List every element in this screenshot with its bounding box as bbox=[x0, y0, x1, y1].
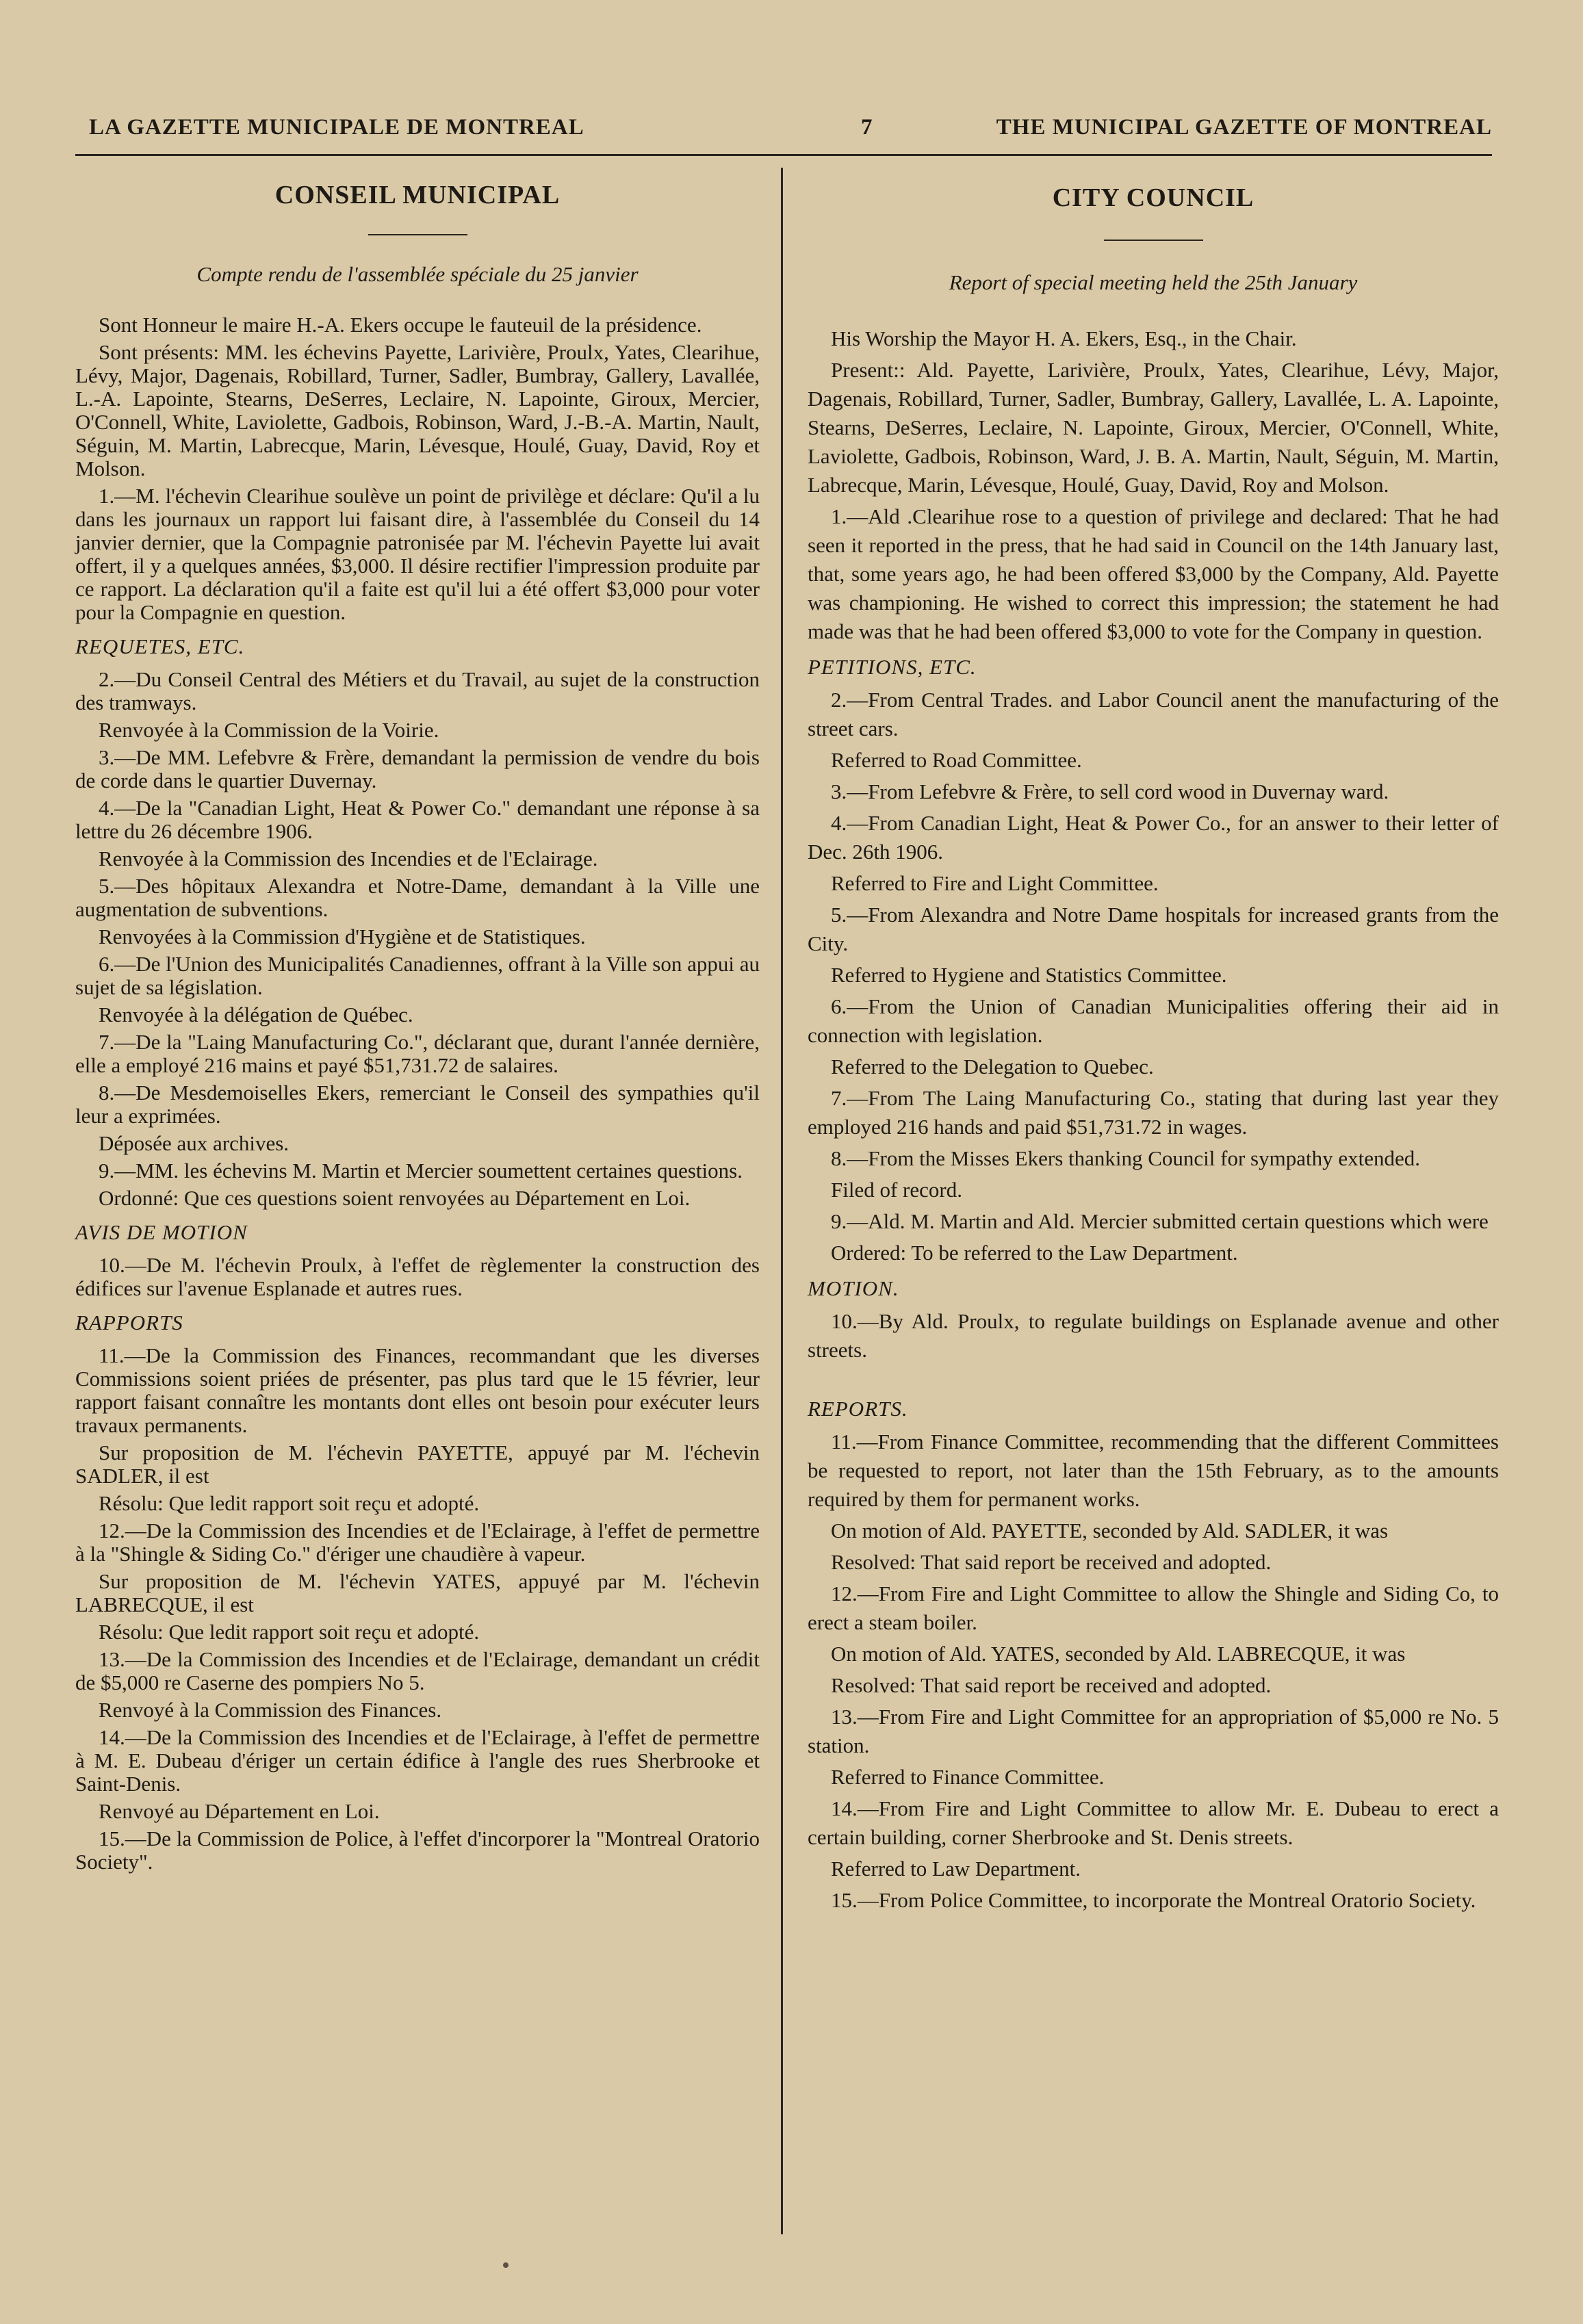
paragraph: 2.—From Central Trades. and Labor Council anent the manufacturing of the street cars. bbox=[808, 688, 1499, 740]
paragraph: Renvoyée à la délégation de Québec. bbox=[99, 1003, 413, 1027]
french-subtitle: Compte rendu de l'assemblée spéciale du 25 janvier bbox=[196, 262, 639, 286]
paragraph: 14.—De la Commission des Incendies et de l'Eclairage, à l'effet de permettre à M. E. Dubeau d'ériger un certain édifice à l'angle des rues Sherbrooke et Saint-Denis. bbox=[75, 1725, 760, 1796]
paragraph: Renvoyée à la Commission de la Voirie. bbox=[99, 718, 439, 742]
paragraph: 9.—MM. les échevins M. Martin et Mercier soumettent certaines questions. bbox=[99, 1159, 743, 1183]
paragraph: Renvoyé à la Commission des Finances. bbox=[99, 1698, 442, 1722]
printer-mark bbox=[503, 2262, 509, 2268]
paragraph: 6.—De l'Union des Municipalités Canadiennes, offrant à la Ville son appui au sujet de sa législation. bbox=[75, 952, 760, 999]
paragraph: 13.—De la Commission des Incendies et de l'Eclairage, demandant un crédit de $5,000 re Caserne des pompiers No 5. bbox=[75, 1647, 760, 1694]
paragraph: Résolu: Que ledit rapport soit reçu et adopté. bbox=[99, 1491, 480, 1515]
spacer bbox=[808, 1367, 1499, 1388]
paragraph: Resolved: That said report be received and adopted. bbox=[831, 1673, 1272, 1697]
paragraph: 11.—From Finance Committee, recommending that the different Committees be requested to report, not later than the 15th February, as to the amounts required by them for permanent works. bbox=[808, 1430, 1499, 1511]
paragraph: 13.—From Fire and Light Committee for an appropriation of $5,000 re No. 5 station. bbox=[808, 1705, 1499, 1757]
column-divider bbox=[781, 168, 783, 2234]
paragraph: 12.—From Fire and Light Committee to allow the Shingle and Siding Co, to erect a steam boiler. bbox=[808, 1581, 1499, 1634]
paragraph: Sur proposition de M. l'échevin PAYETTE, appuyé par M. l'échevin SADLER, il est bbox=[75, 1441, 760, 1488]
paragraph: 14.—From Fire and Light Committee to allow Mr. E. Dubeau to erect a certain building, corner Sherbrooke and St. Denis streets. bbox=[808, 1796, 1499, 1849]
paragraph: 9.—Ald. M. Martin and Ald. Mercier submitted certain questions which were bbox=[831, 1209, 1489, 1233]
page-header bbox=[89, 103, 1492, 151]
paragraph: On motion of Ald. PAYETTE, seconded by Ald. SADLER, it was bbox=[831, 1519, 1389, 1542]
paragraph: Renvoyées à la Commission d'Hygiène et de Statistiques. bbox=[99, 925, 586, 948]
paragraph: 2.—Du Conseil Central des Métiers et du Travail, au sujet de la construction des tramways. bbox=[75, 667, 760, 714]
paragraph: 7.—From The Laing Manufacturing Co., stating that during last year they employed 216 hands and paid $51,731.72 in wages. bbox=[808, 1086, 1499, 1139]
section-heading: PETITIONS, ETC. bbox=[808, 655, 977, 679]
paragraph: 1.—Ald .Clearihue rose to a question of privilege and declared: That he had seen it reported in the press, that he had said in Council on the 14th January last, that, some years ago, he had been offered $3,000 by the Company, Ald. Payette was championing. He wished to correct this impression; the statement he had made was that he had been offered $3,000 to vote for the Company in question. bbox=[808, 504, 1499, 643]
english-subtitle: Report of special meeting held the 25th January bbox=[949, 270, 1358, 294]
section-heading: MOTION. bbox=[808, 1276, 899, 1300]
section-heading: AVIS DE MOTION bbox=[75, 1220, 248, 1244]
paragraph: 1.—M. l'échevin Clearihue soulève un point de privilège et déclare: Qu'il a lu dans les journaux un rapport lui faisant dire, à l'assemblée du Conseil du 14 janvier dernier, que la Compagnie patronisée par M. l'échevin Payette lui avait offert, il y a quelques années, $3,000. Il désire rectifier l'impression produite par ce rapport. La déclaration qu'il a faite est qu'il lui a été offert $3,000 pour voter pour la Compagnie en question. bbox=[75, 484, 760, 624]
paragraph: Referred to Law Department. bbox=[831, 1857, 1081, 1881]
header-english-title: THE MUNICIPAL GAZETTE OF MONTREAL bbox=[996, 115, 1492, 140]
paragraph: 15.—De la Commission de Police, à l'effet d'incorporer la "Montreal Oratorio Society". bbox=[75, 1826, 760, 1874]
section-heading: RAPPORTS bbox=[75, 1311, 183, 1334]
paragraph: Ordonné: Que ces questions soient renvoyées au Département en Loi. bbox=[99, 1186, 691, 1210]
paragraph: Filed of record. bbox=[831, 1178, 962, 1202]
paragraph: Déposée aux archives. bbox=[99, 1131, 289, 1155]
page-number: 7 bbox=[861, 115, 873, 140]
section-heading: REQUETES, ETC. bbox=[75, 634, 245, 658]
paragraph: 10.—By Ald. Proulx, to regulate buildings on Esplanade avenue and other streets. bbox=[808, 1309, 1499, 1362]
paragraph: 3.—De MM. Lefebvre & Frère, demandant la permission de vendre du bois de corde dans le quartier Duvernay. bbox=[75, 745, 760, 792]
title-rule bbox=[368, 234, 467, 235]
paragraph: 12.—De la Commission des Incendies et de l'Eclairage, à l'effet de permettre à la "Shingle & Siding Co." d'ériger une chaudière à vapeur. bbox=[75, 1519, 760, 1566]
paragraph: Resolved: That said report be received and adopted. bbox=[831, 1550, 1272, 1574]
paragraph: Referred to Finance Committee. bbox=[831, 1765, 1105, 1789]
section-heading: REPORTS. bbox=[808, 1397, 908, 1421]
paragraph: Referred to Road Committee. bbox=[831, 748, 1082, 772]
paragraph: 4.—From Canadian Light, Heat & Power Co., for an answer to their letter of Dec. 26th 1906. bbox=[808, 811, 1499, 864]
paragraph: Referred to Fire and Light Committee. bbox=[831, 871, 1159, 895]
title-rule bbox=[1104, 240, 1203, 241]
paragraph: 5.—From Alexandra and Notre Dame hospitals for increased grants from the City. bbox=[808, 903, 1499, 955]
paragraph: Renvoyée à la Commission des Incendies et de l'Eclairage. bbox=[99, 847, 598, 870]
paragraph: His Worship the Mayor H. A. Ekers, Esq., in the Chair. bbox=[831, 326, 1297, 350]
french-column bbox=[75, 171, 760, 1878]
paragraph: 3.—From Lefebvre & Frère, to sell cord wood in Duvernay ward. bbox=[831, 779, 1389, 803]
paragraph: 10.—De M. l'échevin Proulx, à l'effet de règlementer la construction des édifices sur l'avenue Esplanade et autres rues. bbox=[75, 1253, 760, 1300]
paragraph: Sont présents: MM. les échevins Payette, Larivière, Proulx, Yates, Clearihue, Lévy, Major, Dagenais, Robillard, Turner, Sadler, Bumbray, Gallery, Lavallée, L.-A. Lapointe, Stearns, DeSerres, Leclaire, N. Lapointe, Giroux, Mercier, O'Connell, White, Laviolette, Gadbois, Robinson, Ward, J.-B.-A. Martin, Nault, Séguin, M. Martin, Labrecque, Marin, Lévesque, Houlé, Guay, David, Roy et Molson. bbox=[75, 340, 760, 480]
english-column bbox=[808, 171, 1499, 1918]
header-rule bbox=[75, 154, 1492, 156]
paragraph: Referred to Hygiene and Statistics Committee. bbox=[831, 963, 1227, 987]
paragraph: Résolu: Que ledit rapport soit reçu et adopté. bbox=[99, 1620, 480, 1644]
paragraph: Sur proposition de M. l'échevin YATES, appuyé par M. l'échevin LABRECQUE, il est bbox=[75, 1569, 760, 1616]
paragraph: Referred to the Delegation to Quebec. bbox=[831, 1055, 1154, 1079]
paragraph: 8.—From the Misses Ekers thanking Council for sympathy extended. bbox=[831, 1146, 1420, 1170]
paragraph: On motion of Ald. YATES, seconded by Ald. LABRECQUE, it was bbox=[831, 1642, 1406, 1666]
paragraph: 15.—From Police Committee, to incorporate the Montreal Oratorio Society. bbox=[831, 1888, 1476, 1912]
paragraph: 7.—De la "Laing Manufacturing Co.", déclarant que, durant l'année dernière, elle a employé 216 mains et payé $51,731.72 de salaires. bbox=[75, 1030, 760, 1077]
paragraph: Renvoyé au Département en Loi. bbox=[99, 1799, 380, 1823]
paragraph: 4.—De la "Canadian Light, Heat & Power Co." demandant une réponse à sa lettre du 26 décembre 1906. bbox=[75, 796, 760, 843]
paragraph: 5.—Des hôpitaux Alexandra et Notre-Dame, demandant à la Ville une augmentation de subventions. bbox=[75, 874, 760, 921]
paragraph: 6.—From the Union of Canadian Municipalities offering their aid in connection with legislation. bbox=[808, 994, 1499, 1047]
paragraph: 11.—De la Commission des Finances, recommandant que les diverses Commissions soient priées de présenter, pas plus tard que le 15 février, leur rapport faisant connaître les montants dont elles ont besoin pour exécuter leurs travaux permanents. bbox=[75, 1343, 760, 1437]
paragraph: Present:: Ald. Payette, Larivière, Proulx, Yates, Clearihue, Lévy, Major, Dagenais, Robillard, Turner, Sadler, Bumbray, Gallery, Lavallée, L. A. Lapointe, Stearns, DeSerres, Leclaire, N. Lapointe, Giroux, Mercier, O'Connell, White, Laviolette, Gadbois, Robinson, Ward, J. B. A. Martin, Nault, Séguin, M. Martin, Labrecque, Marin, Lévesque, Houlé, Guay, David, Roy and Molson. bbox=[808, 358, 1499, 497]
paragraph: Ordered: To be referred to the Law Department. bbox=[831, 1241, 1238, 1265]
paragraph: Sont Honneur le maire H.-A. Ekers occupe le fauteuil de la présidence. bbox=[99, 313, 702, 337]
header-french-title: LA GAZETTE MUNICIPALE DE MONTREAL bbox=[89, 115, 584, 140]
french-section-title: CONSEIL MUNICIPAL bbox=[274, 181, 561, 209]
english-section-title: CITY COUNCIL bbox=[1052, 183, 1254, 212]
paragraph: 8.—De Mesdemoiselles Ekers, remerciant le Conseil des sympathies qu'il leur a exprimées. bbox=[75, 1081, 760, 1128]
